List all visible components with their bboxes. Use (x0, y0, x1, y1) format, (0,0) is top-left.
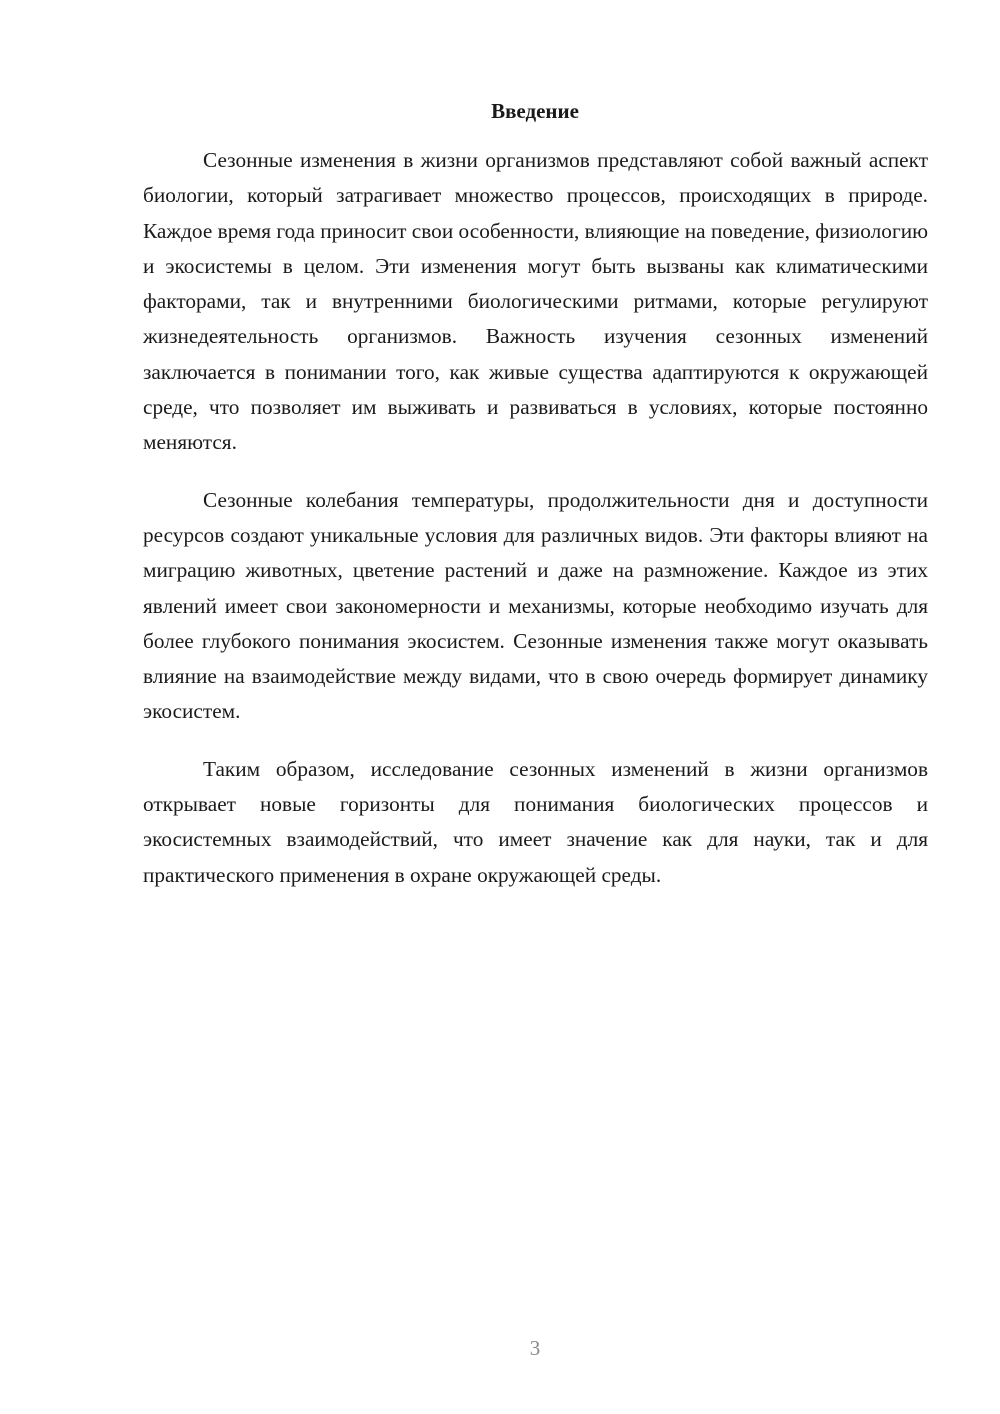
paragraph-3: Таким образом, исследование сезонных изменений в жизни организмов открывает новые горизонты для понимания биологических процессов и экосистемных взаимодействий, что имеет значение как для науки, так и для практического применения в охране окружающей среды. (143, 756, 928, 887)
paragraph-2: Сезонные колебания температуры, продолжительности дня и доступности ресурсов создают уникальные условия для различных видов. Эти факторы влияют на миграцию животных, цветение растений и даже на размножение. Каждое из этих явлений имеет свои закономерности и механизмы, которые необходимо изучать для более глубокого понимания экосистем. Сезонные изменения также могут оказывать влияние на взаимодействие между видами, что в свою очередь формирует динамику экосистем. (143, 487, 928, 724)
page-number: 3 (529, 1336, 541, 1360)
body-text (143, 143, 928, 915)
section-title: Введение (491, 99, 579, 123)
paragraph-1: Сезонные изменения в жизни организмов представляют собой важный аспект биологии, который затрагивает множество процессов, происходящих в природе. Каждое время года приносит свои особенности, влияющие на поведение, физиологию и экосистемы в целом. Эти изменения могут быть вызваны как климатическими факторами, так и внутренними биологическими ритмами, которые регулируют жизнедеятельность организмов. Важность изучения сезонных изменений заключается в понимании того, как живые существа адаптируются к окружающей среде, что позволяет им выживать и развиваться в условиях, которые постоянно меняются. (143, 148, 928, 455)
